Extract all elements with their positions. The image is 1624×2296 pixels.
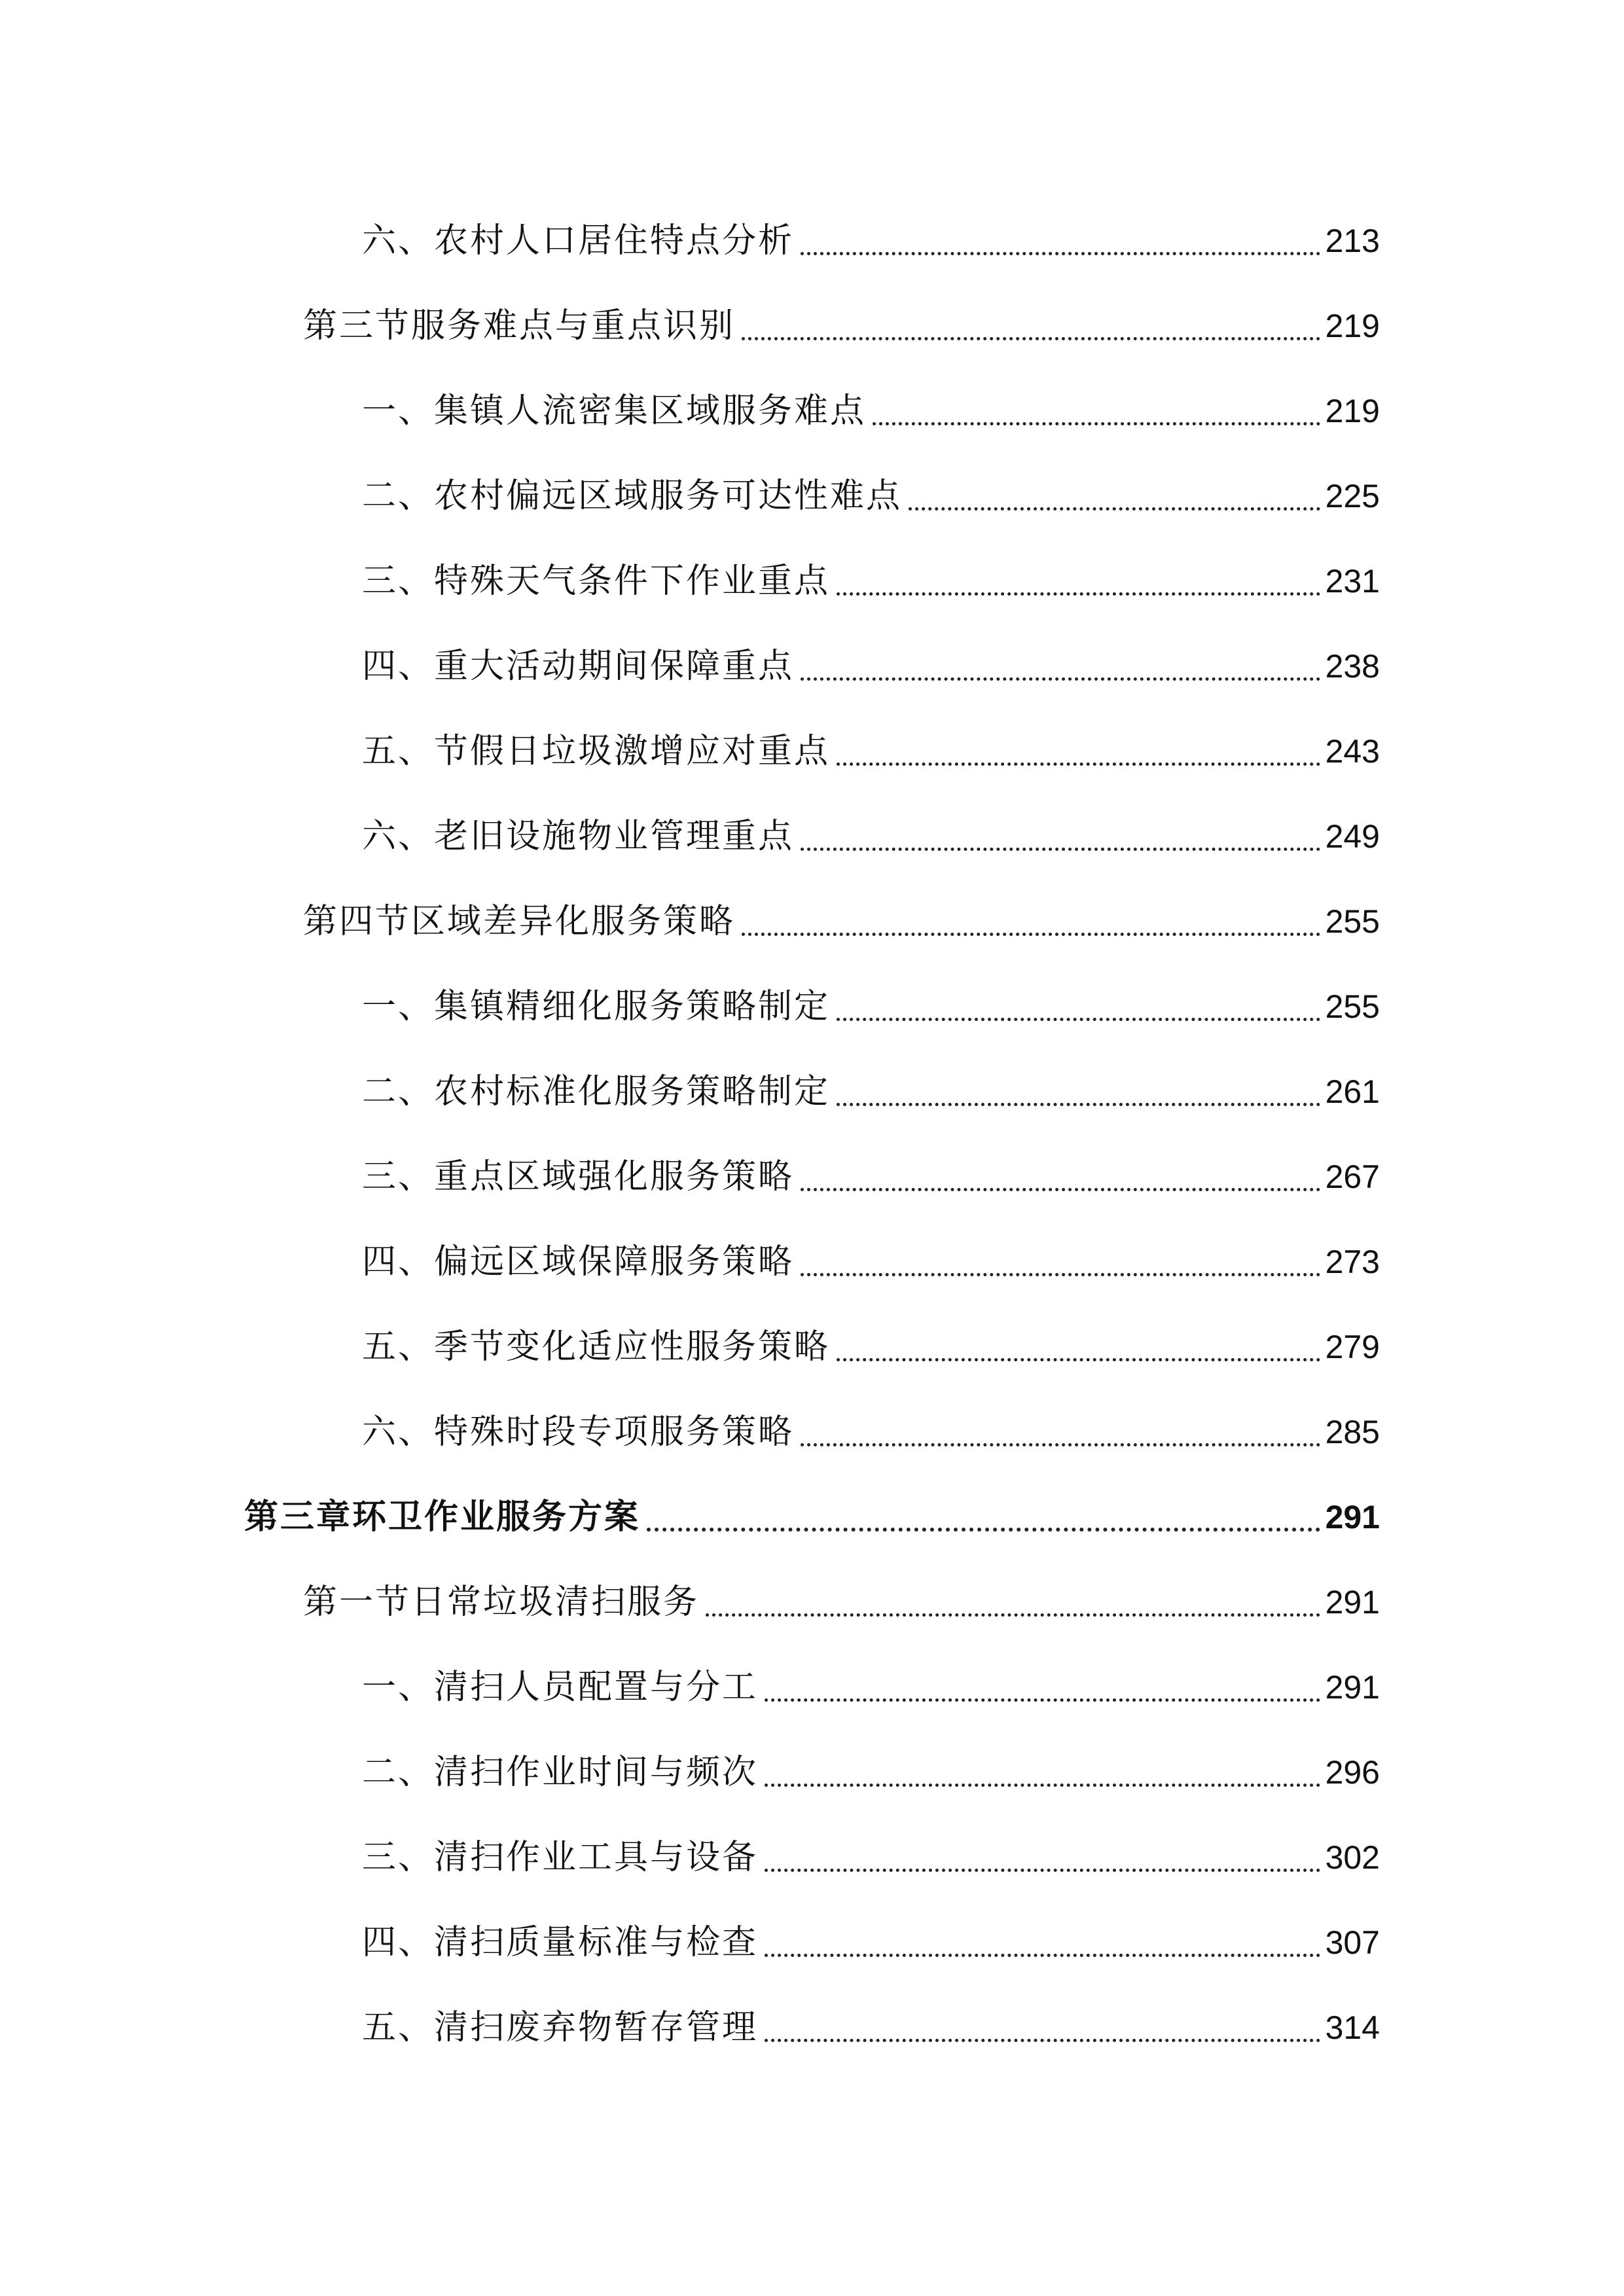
toc-dot-leader [765, 1698, 1320, 1702]
toc-entry[interactable] [362, 1831, 1380, 1884]
toc-dot-leader [801, 252, 1320, 255]
toc-dot-leader [909, 507, 1320, 511]
toc-dot-leader [742, 933, 1320, 936]
toc-entry[interactable] [362, 1661, 1380, 1713]
toc-entry-title: 第一节日常垃圾清扫服务 [303, 1583, 700, 1622]
toc-entry-title: 五、节假日垃圾激增应对重点 [362, 732, 831, 771]
toc-page-number: 285 [1325, 1414, 1380, 1450]
toc-entry-title: 五、季节变化适应性服务策略 [362, 1327, 831, 1367]
toc-dot-leader [837, 1103, 1320, 1106]
toc-page-number: 273 [1325, 1244, 1380, 1280]
toc-entry[interactable] [303, 300, 1380, 352]
toc-entry[interactable] [362, 1406, 1380, 1458]
toc-entry[interactable] [362, 1151, 1380, 1203]
toc-entry-title: 五、清扫废弃物暂存管理 [362, 2008, 759, 2047]
toc-dot-leader [647, 1528, 1320, 1532]
toc-entry[interactable] [362, 725, 1380, 778]
toc-entry[interactable] [303, 1576, 1380, 1628]
toc-entry-title: 三、重点区域强化服务策略 [362, 1157, 795, 1196]
toc-entry[interactable] [362, 215, 1380, 267]
toc-entry-title: 第四节区域差异化服务策略 [303, 902, 736, 941]
toc-page-number: 231 [1325, 563, 1380, 600]
toc-entry[interactable] [362, 1746, 1380, 1799]
toc-entry-title: 二、农村标准化服务策略制定 [362, 1072, 831, 1111]
toc-page-number: 225 [1325, 478, 1380, 514]
toc-page-number: 261 [1325, 1073, 1380, 1110]
toc-entry[interactable] [303, 895, 1380, 948]
toc-entry-title: 二、清扫作业时间与频次 [362, 1753, 759, 1792]
toc-entry[interactable] [362, 810, 1380, 863]
toc-entry[interactable] [362, 555, 1380, 607]
toc-dot-leader [801, 848, 1320, 851]
toc-dot-leader [837, 762, 1320, 766]
toc-page-number: 307 [1325, 1924, 1380, 1961]
toc-page-number: 291 [1325, 1669, 1380, 1706]
toc-page-number: 302 [1325, 1839, 1380, 1876]
toc-page-number: 249 [1325, 818, 1380, 855]
toc-entry[interactable] [362, 470, 1380, 522]
toc-entry-title: 四、清扫质量标准与检查 [362, 1923, 759, 1962]
toc-entry-title: 一、集镇人流密集区域服务难点 [362, 391, 867, 431]
toc-entry-title: 三、清扫作业工具与设备 [362, 1838, 759, 1877]
toc-entry[interactable] [362, 1321, 1380, 1373]
toc-page-number: 267 [1325, 1158, 1380, 1195]
toc-dot-leader [765, 1954, 1320, 1957]
toc-dot-leader [837, 1358, 1320, 1361]
toc-page-number: 291 [1325, 1584, 1380, 1621]
toc-entry[interactable] [362, 640, 1380, 692]
toc-entry-title: 六、老旧设施物业管理重点 [362, 817, 795, 856]
toc-dot-leader [801, 1188, 1320, 1191]
toc-dot-leader [765, 2039, 1320, 2042]
toc-entry-title: 四、偏远区域保障服务策略 [362, 1242, 795, 1282]
toc-dot-leader [706, 1613, 1320, 1617]
toc-page-number: 243 [1325, 733, 1380, 770]
toc-page-number: 219 [1325, 308, 1380, 344]
toc-dot-leader [765, 1869, 1320, 1872]
toc-page-number: 255 [1325, 988, 1380, 1025]
toc-dot-leader [837, 592, 1320, 596]
toc-page-number: 219 [1325, 393, 1380, 429]
toc-dot-leader [742, 337, 1320, 340]
toc-entry-title: 第三节服务难点与重点识别 [303, 306, 736, 346]
toc-dot-leader [801, 1443, 1320, 1446]
toc-entry[interactable] [362, 980, 1380, 1033]
toc-entry-chapter[interactable] [244, 1491, 1380, 1543]
toc-entry-title: 第三章环卫作业服务方案 [244, 1498, 641, 1537]
toc-entry-title: 三、特殊天气条件下作业重点 [362, 562, 831, 601]
toc-page-number: 314 [1325, 2009, 1380, 2046]
toc-entry-title: 四、重大活动期间保障重点 [362, 647, 795, 686]
toc-dot-leader [873, 422, 1320, 425]
toc-entry[interactable] [362, 385, 1380, 437]
toc-entry-title: 六、农村人口居住特点分析 [362, 221, 795, 260]
toc-page-number: 255 [1325, 903, 1380, 940]
toc-page-number: 291 [1325, 1499, 1380, 1535]
toc-page-number: 296 [1325, 1754, 1380, 1791]
toc-entry-title: 二、农村偏远区域服务可达性难点 [362, 476, 903, 516]
toc-entry[interactable] [362, 1236, 1380, 1288]
toc-entry[interactable] [362, 1066, 1380, 1118]
toc-entry[interactable] [362, 2001, 1380, 2054]
toc-page-number: 279 [1325, 1329, 1380, 1365]
toc-page-number: 238 [1325, 648, 1380, 685]
toc-page-number: 213 [1325, 223, 1380, 259]
toc-entry[interactable] [362, 1916, 1380, 1969]
toc-dot-leader [801, 677, 1320, 681]
toc-dot-leader [801, 1273, 1320, 1276]
toc-dot-leader [837, 1018, 1320, 1021]
toc-dot-leader [765, 1784, 1320, 1787]
toc-entry-title: 六、特殊时段专项服务策略 [362, 1412, 795, 1452]
toc-entry-title: 一、集镇精细化服务策略制定 [362, 987, 831, 1026]
toc-entry-title: 一、清扫人员配置与分工 [362, 1668, 759, 1707]
